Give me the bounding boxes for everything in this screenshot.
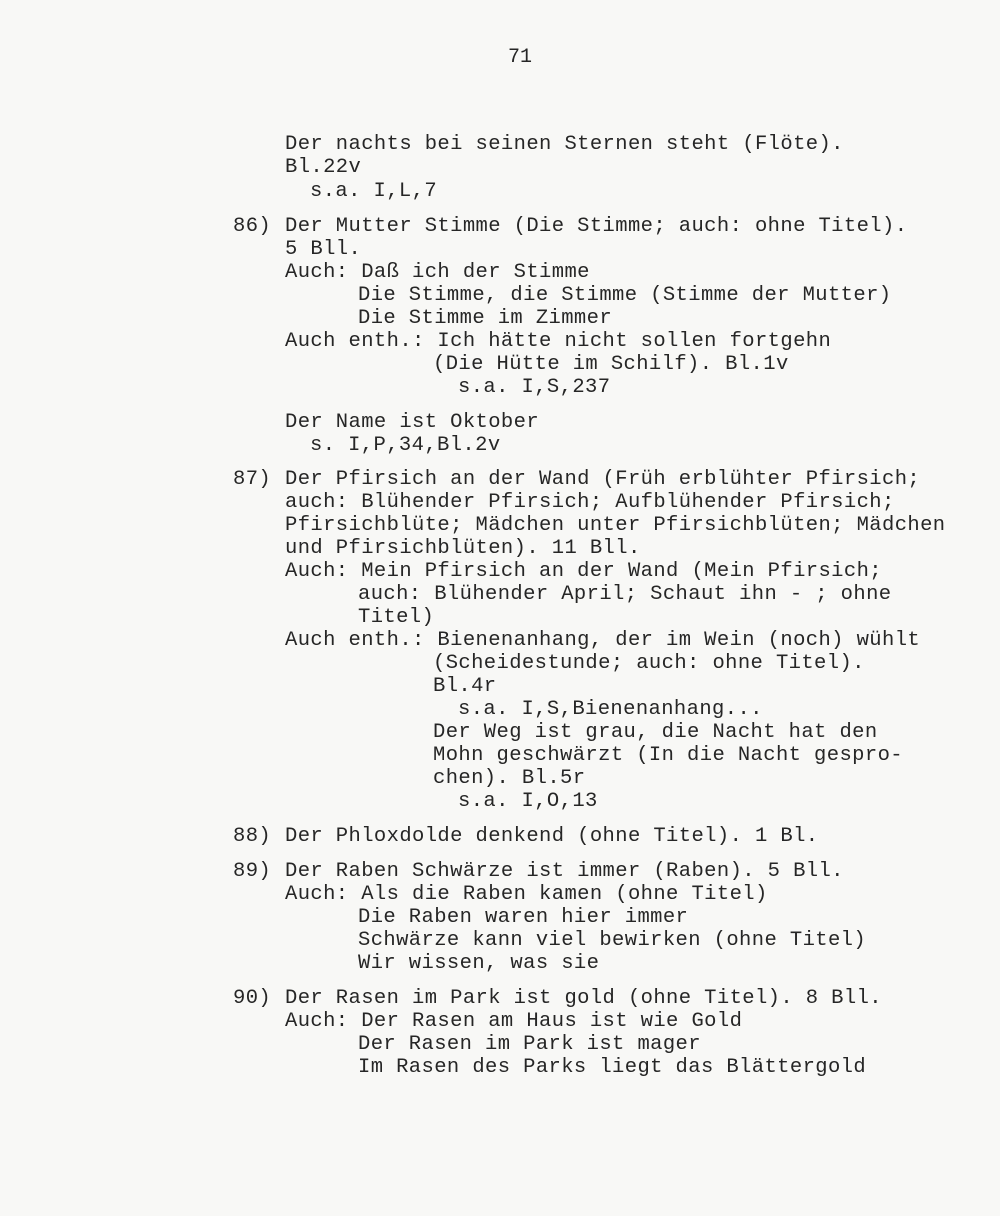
entry-line: s.a. I,S,Bienenanhang... [458, 698, 763, 721]
entry-line: Der Rasen im Park ist mager [358, 1033, 701, 1056]
entry-line: Wir wissen, was sie [358, 952, 600, 975]
entry-line: s. I,P,34,Bl.2v [310, 434, 501, 457]
entry-line: Der nachts bei seinen Sternen steht (Flöte). [285, 133, 844, 156]
entry-number: 86) [233, 215, 272, 238]
entry-number: 89) [233, 860, 272, 883]
entry-line: Der Name ist Oktober [285, 411, 540, 434]
entry-line: chen). Bl.5r [433, 767, 586, 790]
entry-line: Die Stimme, die Stimme (Stimme der Mutter) [358, 284, 892, 307]
entry-line: auch: Blühender Pfirsich; Aufblühender Pfirsich; [285, 491, 895, 514]
entry-line: 5 Bll. [285, 238, 362, 261]
entry-number: 88) [233, 825, 272, 848]
entry-line: Der Phloxdolde denkend (ohne Titel). 1 Bl. [285, 825, 819, 848]
entry-line: Der Pfirsich an der Wand (Früh erblühter Pfirsich; [285, 468, 921, 491]
entry-line: s.a. I,S,237 [458, 376, 611, 399]
entry-line: Auch enth.: Bienenanhang, der im Wein (noch) wühlt [285, 629, 921, 652]
entry-line: Bl.4r [433, 675, 497, 698]
page-number: 71 [507, 46, 532, 69]
entry-line: Die Raben waren hier immer [358, 906, 689, 929]
entry-line: Auch enth.: Ich hätte nicht sollen fortgehn [285, 330, 832, 353]
entry-line: Auch: Der Rasen am Haus ist wie Gold [285, 1010, 743, 1033]
entry-line: Mohn geschwärzt (In die Nacht gespro- [433, 744, 903, 767]
entry-line: Pfirsichblüte; Mädchen unter Pfirsichblüten; Mädchen [285, 514, 946, 537]
entry-line: Auch: Als die Raben kamen (ohne Titel) [285, 883, 768, 906]
entry-line: auch: Blühender April; Schaut ihn - ; ohne [358, 583, 892, 606]
entry-line: Titel) [358, 606, 435, 629]
entry-line: Auch: Mein Pfirsich an der Wand (Mein Pfirsich; [285, 560, 882, 583]
entry-number: 87) [233, 468, 272, 491]
entry-number: 90) [233, 987, 272, 1010]
entry-line: Im Rasen des Parks liegt das Blättergold [358, 1056, 867, 1079]
entry-line: (Die Hütte im Schilf). Bl.1v [433, 353, 789, 376]
entry-line: Bl.22v [285, 156, 362, 179]
entry-line: und Pfirsichblüten). 11 Bll. [285, 537, 641, 560]
entry-line: Der Weg ist grau, die Nacht hat den [433, 721, 878, 744]
entry-line: Der Rasen im Park ist gold (ohne Titel). 8 Bll. [285, 987, 882, 1010]
entry-line: s.a. I,L,7 [310, 180, 438, 203]
entry-line: (Scheidestunde; auch: ohne Titel). [433, 652, 865, 675]
entry-line: Der Raben Schwärze ist immer (Raben). 5 Bll. [285, 860, 844, 883]
entry-line: Auch: Daß ich der Stimme [285, 261, 590, 284]
entry-line: s.a. I,O,13 [458, 790, 598, 813]
entry-line: Die Stimme im Zimmer [358, 307, 613, 330]
entry-line: Schwärze kann viel bewirken (ohne Titel) [358, 929, 867, 952]
entry-line: Der Mutter Stimme (Die Stimme; auch: ohne Titel). [285, 215, 908, 238]
